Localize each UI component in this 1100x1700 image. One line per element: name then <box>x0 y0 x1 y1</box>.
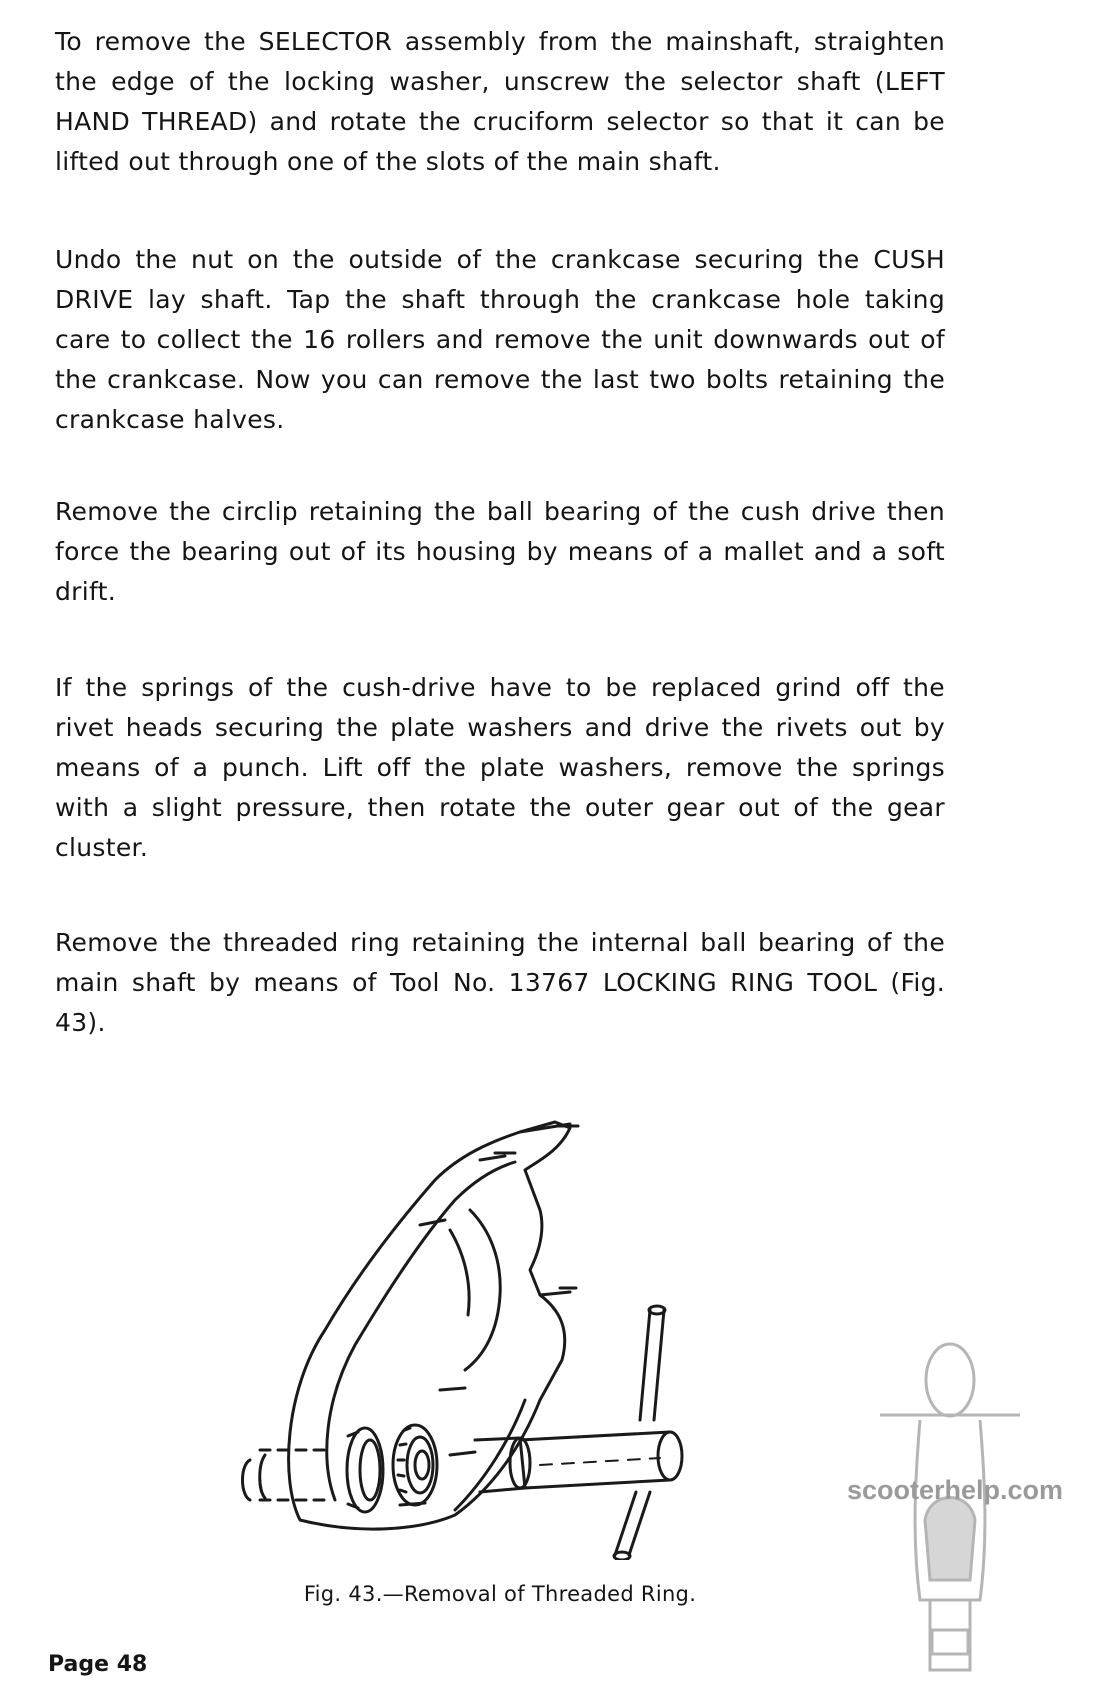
paragraph-cush-drive-layshaft: Undo the nut on the outside of the crankcase securing the CUSH DRIVE lay shaft. Tap the shaft through the crankcase hole taking care to collect the 16 rollers and remove the unit downwards out of the crankcase. Now you can remove the last two bolts retaining the crankcase halves. <box>55 245 945 434</box>
paragraph-selector-removal: To remove the SELECTOR assembly from the mainshaft, straighten the edge of the locking washer, unscrew the selector shaft (LEFT HAND THREAD) and rotate the cruciform selector so that it can be lifted out through one of the slots of the main shaft. <box>55 27 945 176</box>
watermark-text: scooterhelp.com <box>846 1475 1064 1505</box>
paragraph-threaded-ring: Remove the threaded ring retaining the internal ball bearing of the main shaft by means of Tool No. 13767 LOCKING RING TOOL (Fig. 43). <box>55 928 945 1037</box>
crankcase-illustration <box>240 1120 760 1560</box>
paragraph-cush-drive-springs: If the springs of the cush-drive have to be replaced grind off the rivet heads securing the plate washers and drive the rivets out by means of a punch. Lift off the plate washers, remove the springs with a slight pressure, then rotate the outer gear out of the gear cluster. <box>55 673 945 862</box>
figure-caption: Fig. 43.—Removal of Threaded Ring. <box>303 1582 697 1606</box>
paragraph-circlip-removal: Remove the circlip retaining the ball bearing of the cush drive then force the bearing out of its housing by means of a mallet and a soft drift. <box>55 497 945 606</box>
scooter-watermark-icon <box>820 1340 1080 1680</box>
page-number: Page 48 <box>48 1652 148 1677</box>
